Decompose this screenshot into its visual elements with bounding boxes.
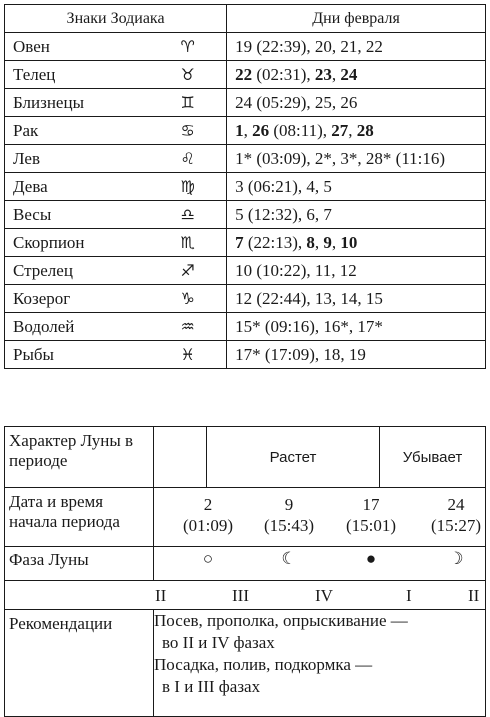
day-text: 1* (03:09), 2*, 3*, 28* (11:16)	[235, 148, 446, 168]
zodiac-days	[227, 285, 486, 313]
recommendations-label: Рекомендации	[5, 610, 154, 717]
zodiac-days	[227, 229, 486, 257]
zodiac-row	[5, 117, 486, 145]
zodiac-row	[5, 313, 486, 341]
zodiac-sign-name: Рак	[5, 117, 150, 145]
day-text: 3 (06:21), 4, 5	[235, 176, 332, 196]
february-days-header: Дни февраля	[227, 5, 486, 33]
zodiac-days	[227, 89, 486, 117]
zodiac-days	[227, 313, 486, 341]
zodiac-symbol-icon: ♐︎	[149, 257, 226, 285]
zodiac-symbol-icon: ♏︎	[149, 229, 226, 257]
favorable-day: 8	[306, 232, 315, 252]
recommendation-line: в I и III фазах	[162, 677, 261, 696]
empty-cell	[154, 427, 207, 488]
day-text: 15* (09:16), 16*, 17*	[235, 316, 383, 336]
favorable-day: 7	[235, 232, 244, 252]
zodiac-symbol-icon: ♎︎	[149, 201, 226, 229]
day-text: 19 (22:39), 20, 21, 22	[235, 36, 383, 56]
recommendations-row	[5, 610, 486, 717]
waning-moon-label: Убывает	[380, 427, 486, 488]
moon-phase-icons	[154, 547, 486, 581]
quarter-label: IV	[315, 586, 333, 605]
zodiac-row	[5, 285, 486, 313]
favorable-day: 9	[323, 232, 332, 252]
zodiac-sign-name: Овен	[5, 33, 150, 61]
zodiac-row	[5, 201, 486, 229]
period-date-3: 17 (15:01)	[345, 495, 397, 535]
zodiac-sign-header: Знаки Зодиака	[5, 5, 227, 33]
moon-phase-row	[5, 547, 486, 581]
moon-character-row	[5, 427, 486, 488]
zodiac-sign-name: Водолей	[5, 313, 150, 341]
day-text: ,	[348, 120, 357, 140]
zodiac-symbol-icon: ♌︎	[149, 145, 226, 173]
favorable-day: 26	[252, 120, 270, 140]
zodiac-sign-name: Стрелец	[5, 257, 150, 285]
zodiac-row	[5, 229, 486, 257]
favorable-day: 24	[340, 64, 358, 84]
zodiac-symbol-icon: ♉︎	[149, 61, 226, 89]
period-date-2: 9 (15:43)	[263, 495, 315, 535]
zodiac-row	[5, 89, 486, 117]
day-text: 5 (12:32), 6, 7	[235, 204, 332, 224]
zodiac-sign-name: Рыбы	[5, 341, 150, 369]
moon-phase-table	[4, 426, 486, 717]
last-quarter-icon: ☽	[448, 549, 464, 568]
zodiac-days	[227, 61, 486, 89]
zodiac-sign-name: Лев	[5, 145, 150, 173]
period-start-dates	[154, 488, 486, 547]
zodiac-symbol-icon: ♒︎	[149, 313, 226, 341]
zodiac-row	[5, 341, 486, 369]
recommendation-line: Посадка, полив, подкормка —	[154, 655, 373, 674]
zodiac-sign-name: Телец	[5, 61, 150, 89]
favorable-day: 23	[314, 64, 332, 84]
zodiac-symbol-icon: ♓︎	[149, 341, 226, 369]
day-text: 12 (22:44), 13, 14, 15	[235, 288, 383, 308]
zodiac-days	[227, 145, 486, 173]
zodiac-days	[227, 257, 486, 285]
recommendation-line: во II и IV фазах	[162, 633, 275, 652]
zodiac-table	[4, 4, 486, 369]
day-text: (08:11),	[269, 120, 332, 140]
zodiac-sign-name: Весы	[5, 201, 150, 229]
recommendation-line: Посев, прополка, опрыскивание —	[154, 611, 408, 630]
period-start-label: Дата и время начала периода	[5, 488, 154, 547]
zodiac-symbol-icon: ♈︎	[149, 33, 226, 61]
day-text: (02:31),	[252, 64, 315, 84]
period-start-row	[5, 488, 486, 547]
growing-moon-label: Растет	[207, 427, 380, 488]
zodiac-days	[227, 117, 486, 145]
zodiac-row	[5, 61, 486, 89]
quarter-label: III	[232, 586, 249, 605]
zodiac-sign-name: Скорпион	[5, 229, 150, 257]
full-moon-icon: ●	[365, 549, 377, 568]
zodiac-days	[227, 201, 486, 229]
zodiac-header-row	[5, 5, 486, 33]
zodiac-row	[5, 145, 486, 173]
day-text: ,	[331, 64, 341, 84]
zodiac-days	[227, 173, 486, 201]
zodiac-symbol-icon: ♍︎	[149, 173, 226, 201]
zodiac-sign-name: Близнецы	[5, 89, 150, 117]
zodiac-symbol-icon: ♊︎	[149, 89, 226, 117]
favorable-day: 27	[331, 120, 349, 140]
day-text: 10 (10:22), 11, 12	[235, 260, 357, 280]
day-text: (22:13),	[243, 232, 307, 252]
quarter-label: I	[406, 586, 412, 605]
zodiac-symbol-icon: ♑︎	[149, 285, 226, 313]
favorable-day: 22	[235, 64, 253, 84]
zodiac-sign-name: Дева	[5, 173, 150, 201]
quarter-label: II	[468, 586, 480, 605]
zodiac-days	[227, 341, 486, 369]
quarter-label: II	[155, 586, 167, 605]
new-moon-icon: ○	[202, 549, 214, 568]
day-text: 17* (17:09), 18, 19	[235, 344, 366, 364]
period-date-4: 24 (15:27)	[430, 495, 482, 535]
moon-quarter-row	[5, 581, 486, 610]
day-text: ,	[331, 232, 341, 252]
moon-phase-label: Фаза Луны	[5, 547, 154, 581]
favorable-day: 1	[235, 120, 244, 140]
zodiac-row	[5, 33, 486, 61]
zodiac-row	[5, 173, 486, 201]
zodiac-sign-name: Козерог	[5, 285, 150, 313]
zodiac-symbol-icon: ♋︎	[149, 117, 226, 145]
zodiac-row	[5, 257, 486, 285]
moon-quarter-numbers	[5, 581, 486, 610]
first-quarter-icon: ☾	[281, 549, 297, 568]
day-text: 24 (05:29), 25, 26	[235, 92, 358, 112]
day-text: ,	[243, 120, 253, 140]
favorable-day: 10	[340, 232, 358, 252]
period-date-1: 2 (01:09)	[182, 495, 234, 535]
favorable-day: 28	[356, 120, 374, 140]
zodiac-days	[227, 33, 486, 61]
recommendations-text	[154, 610, 486, 717]
day-text: ,	[314, 232, 324, 252]
moon-character-label: Характер Луны в периоде	[5, 427, 154, 488]
